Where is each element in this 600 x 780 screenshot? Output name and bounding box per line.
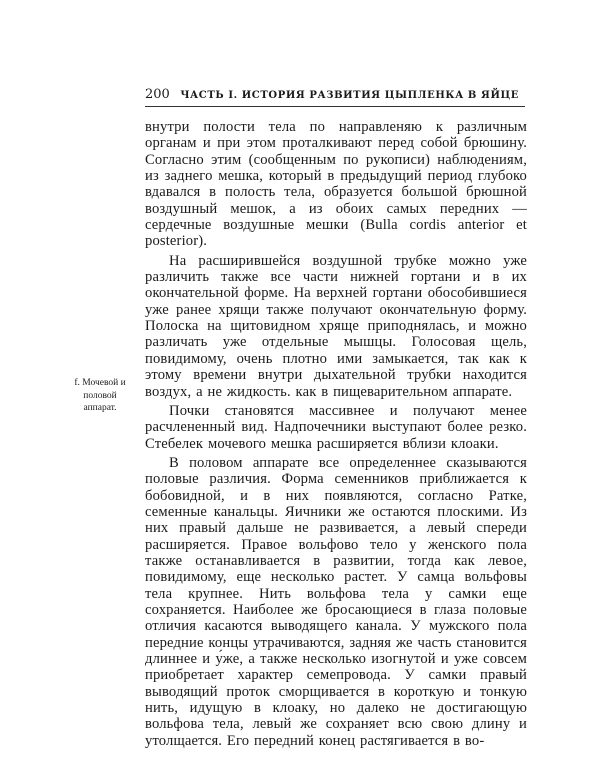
margin-note (60, 377, 140, 415)
paragraph-genital-apparatus: В половом аппарате все определеннее сказываются половые различия. Форма семенников приближается к бобовидной, и в них появляются, согласно Ратке, семенные канальцы. Яичники же остаются плоскими. Из них правый дальше не развивается, а левый спереди расширяется. Правое вольфово тело у женского пола также останавливается в развитии, тогда как левое, повидимому, еще несколько растет. У самца вольфовы тела крупнее. Нить вольфова тела у самки еще сохраняется. Наиболее же бросающиеся в глаза половые отличия касаются выводящего канала. У мужского пола передние концы утрачиваются, задняя же часть становится длиннее и у́же, а также несколько изогнутой и уже совсем приобретает характер семепровода. У самки правый выводящий проток сморщивается в короткую и тонкую нить, идущую в клоаку, но далеко не достигающую вольфова тела, левый же сохраняет всю свою длину и утолщается. Его передний конец растягивается в во- (145, 454, 527, 749)
header-rule (145, 106, 525, 107)
body-text (145, 119, 527, 752)
paragraph-larynx: На расширившейся воздушной трубке можно уже различить также все части нижней гортани и в их окончательной форме. На верхней гортани обособившиеся уже ранее хрящи также получают окончательную форму. Полоска на щитовидном хряще приподнялась, и можно различать уже отдельные мышцы. Голосовая щель, повидимому, очень плотно ими замыкается, так как к этому времени внутри дыхательной трубки находится воздух, а не жидкость. как в пищеварительном аппарате. (145, 252, 527, 400)
margin-note-line: половой (83, 390, 117, 401)
page-number: 200 (145, 87, 170, 102)
running-title: ЧАСТЬ I. ИСТОРИЯ РАЗВИТИЯ ЦЫПЛЕНКА В ЯЙЦЕ (180, 90, 519, 101)
paragraph-kidneys: Почки становятся массивнее и получают менее расчлененный вид. Надпочечники выступают более резко. Стебелек мочевого мешка расширяется вблизи клоаки. (145, 402, 527, 452)
margin-note-line: f. Мочевой и (74, 378, 126, 388)
paragraph-respiratory-sacs: внутри полости тела по направленяю к различным органам и при этом проталкивают перед собой брюшину. Согласно этим (сообщенным по рукописи) наблюдениям, из заднего мешка, который в предыдущий период глубоко вдавался в полость тела, образуется большой брюшной воздушный мешок, а из обоих самых передних — сердечные воздушные мешки (Bulla cordis anterior et posterior). (145, 119, 527, 250)
margin-note-line: аппарат. (83, 403, 117, 413)
running-head (145, 87, 525, 103)
